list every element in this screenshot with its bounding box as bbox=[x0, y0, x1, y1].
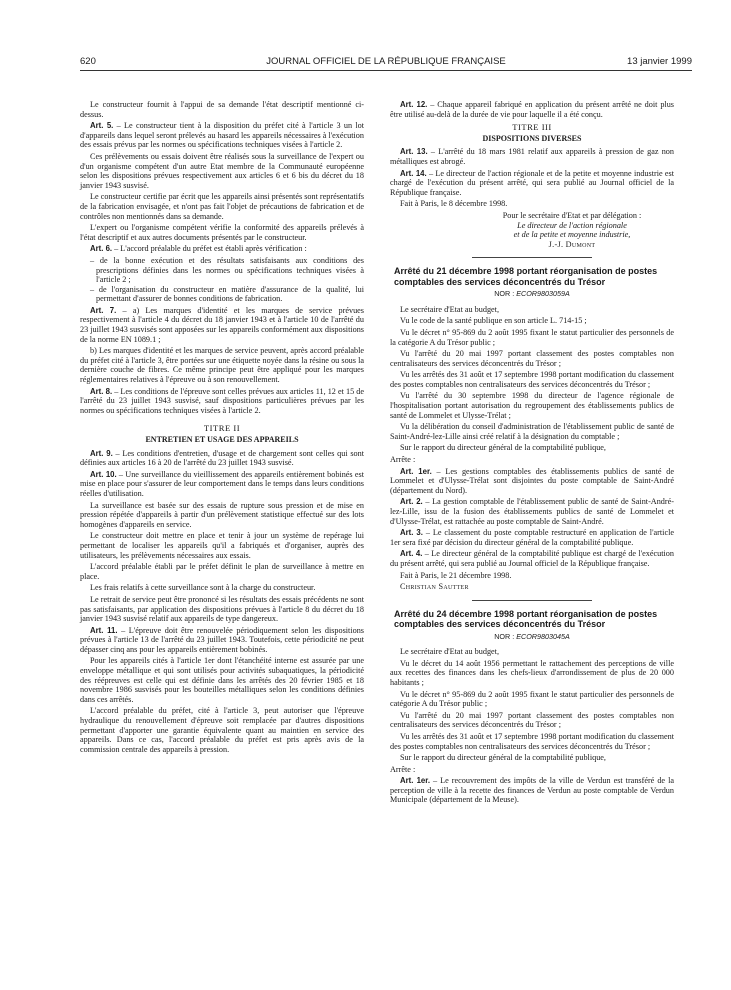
signature-block bbox=[470, 211, 674, 249]
article-text: – Le constructeur tient à la disposition du préfet cité à l'article 3 un lot d'appareils dans lequel seront prélevés au hasard les appareils nécessaires à l'exécution des essais prévus par les normes ou spécifications techniques visées à l'article 2. bbox=[80, 121, 364, 150]
article-1 bbox=[390, 467, 674, 496]
titre-subheading: ENTRETIEN ET USAGE DES APPAREILS bbox=[145, 435, 299, 444]
section-separator bbox=[472, 600, 592, 601]
paragraph: Vu le code de la santé publique en son article L. 714-15 ; bbox=[400, 316, 587, 326]
article-4 bbox=[390, 549, 674, 568]
article-label: Art. 5. bbox=[90, 121, 114, 131]
paragraph: Vu les arrêtés des 31 août et 17 septembre 1998 portant modification du classement des postes comptables non centralisateurs des services déconcentrés du Trésor ; bbox=[390, 731, 674, 751]
article-label: Art. 10. bbox=[90, 469, 117, 479]
article-3 bbox=[390, 528, 674, 547]
article-5 bbox=[80, 121, 364, 150]
signature-line: et de la petite et moyenne industrie, bbox=[513, 230, 631, 240]
paragraph: b) Les marques d'identité et les marques de service peuvent, après accord préalable du préfet cité à l'article 3, être portées sur une étiquette noyée dans la résine ou sous la dernière couche de fibres. Ce même principe peut être appliqué pour les marques réglementaires relatives à l'épreuve ou à son renouvellement. bbox=[80, 346, 364, 385]
article-text: – L'épreuve doit être renouvelée périodiquement selon les dispositions prévues à l'article 13 de l'arrêté du 23 juillet 1943. Toutefois, cette périodicité ne peut dépasser cinq ans pour les appareils entièrement bobinés. bbox=[80, 625, 364, 654]
left-column bbox=[80, 100, 364, 756]
paragraph: Le secrétaire d'Etat au budget, bbox=[400, 304, 499, 314]
nor-label: NOR : bbox=[494, 289, 517, 299]
paragraph: L'accord préalable du préfet, cité à l'article 3, peut autoriser que l'épreuve hydraulique du renouvellement d'épreuve soit remplacée par d'autres dispositions permettant d'apporter une garantie équivalente quant au maintien en service des appareils. Dans ce cas, l'accord préalable du préfet est pris après avis de la commission centrale des appareils à pression. bbox=[80, 706, 364, 754]
paragraph: La surveillance est basée sur des essais de rupture sous pression et de mise en pression répétée d'appareils à partir d'un prélèvement statistique effectué sur des lots homogènes d'appareils en service. bbox=[80, 500, 364, 529]
article-label: Art. 13. bbox=[400, 147, 428, 157]
article-text: – L'arrêté du 18 mars 1981 relatif aux appareils à pression de gaz non métalliques est abrogé. bbox=[390, 147, 674, 166]
signature-line: Pour le secrétaire d'Etat et par délégation : bbox=[502, 210, 642, 220]
article-text: – Les gestions comptables des établissements publics de santé de Lommelet et d'Ulysse-Trélat sont disjointes du poste comptable de Saint-André (département du Nord). bbox=[390, 466, 674, 495]
titre-subheading: DISPOSITIONS DIVERSES bbox=[482, 133, 582, 143]
nor-code: ECOR9803045A bbox=[516, 631, 570, 641]
article-label: Art. 9. bbox=[90, 448, 113, 458]
article-2 bbox=[390, 497, 674, 526]
signatory-name: Christian Sautter bbox=[400, 582, 469, 592]
paragraph: Pour les appareils cités à l'article 1er dont l'étanchéité interne est assurée par une enveloppe métallique et qui sont utilisés pour activités subaquatiques, la périodicité des réépreuves est celle qui est définie dans les arrêtés des 20 février 1985 et 18 novembre 1986 susvisés pour les bouteilles métalliques selon les conditions définies dans ces arrêtés. bbox=[80, 656, 364, 704]
nor-reference bbox=[390, 289, 674, 299]
section-separator bbox=[472, 257, 592, 258]
running-header bbox=[80, 56, 692, 70]
nor-code: ECOR9803059A bbox=[516, 289, 570, 299]
paragraph: Le secrétaire d'Etat au budget, bbox=[400, 647, 499, 657]
article-label: Art. 12. bbox=[400, 100, 428, 109]
paragraph: Vu les arrêtés des 31 août et 17 septembre 1998 portant modification du classement des postes comptables non centralisateurs des services déconcentrés du Trésor ; bbox=[390, 370, 674, 389]
right-column bbox=[390, 100, 674, 807]
nor-reference bbox=[390, 632, 674, 642]
paragraph: Le constructeur doit mettre en place et tenir à jour un système de repérage lui permettant de localiser les appareils qu'il a fabriqués et d'organiser, auprès des utilisateurs, les prélèvements nécessaires aux essais. bbox=[80, 531, 364, 560]
article-text: – Le classement du poste comptable restructuré en application de l'article 1er sera fixé par décision du directeur général de la comptabilité publique. bbox=[390, 528, 674, 547]
nor-label: NOR : bbox=[494, 631, 517, 641]
list-item: – de l'organisation du constructeur en matière d'assurance de la qualité, lui permettant d'assurer de bonnes conditions de fabrication. bbox=[90, 284, 364, 304]
paragraph: Vu la délibération du conseil d'administration de l'établissement public de santé de Saint-André-lez-Lille ainsi créé relatif à la désignation du comptable ; bbox=[390, 422, 674, 441]
list-item: – de la bonne exécution et des résultats satisfaisants aux conditions des prescriptions définies dans les normes ou spécifications techniques visées à l'article 2 ; bbox=[90, 255, 364, 285]
issue-date: 13 janvier 1999 bbox=[627, 56, 692, 67]
article-10 bbox=[80, 470, 364, 499]
paragraph: Le constructeur fournit à l'appui de sa demande l'état descriptif mentionné ci-dessus. bbox=[80, 100, 364, 119]
paragraph: Sur le rapport du directeur général de la comptabilité publique, bbox=[400, 753, 606, 763]
article-label: Art. 11. bbox=[90, 625, 118, 635]
arrete-word: Arrête : bbox=[390, 455, 416, 465]
titre-heading: TITRE II bbox=[203, 423, 241, 434]
paragraph: Vu l'arrêté du 30 septembre 1998 du directeur de l'agence régionale de l'hospitalisation portant autorisation du regroupement des établissements publics de santé de Lommelet et Ulysse-Trélat ; bbox=[390, 391, 674, 420]
article-text: – a) Les marques d'identité et les marques de service prévues respectivement à l'article 4 du décret du 18 janvier 1943 et à l'article 10 de l'arrêté du 23 juillet 1943 susvisés sont apposées sur les appareils conformément aux dispositions de la norme EN 1089.1 ; bbox=[80, 305, 364, 344]
article-13 bbox=[390, 147, 674, 166]
paragraph: Vu l'arrêté du 20 mai 1997 portant classement des postes comptables non centralisateurs des services déconcentrés du Trésor ; bbox=[390, 710, 674, 730]
article-label: Art. 2. bbox=[400, 497, 423, 507]
signatory-name: J.-J. Dumont bbox=[548, 239, 596, 249]
arrete-word: Arrête : bbox=[390, 764, 416, 774]
article-12 bbox=[390, 100, 674, 119]
paragraph: Le constructeur certifie par écrit que les appareils ainsi présentés sont représentatifs de la fabrication envisagée, et n'ont pas fait l'objet de précautions de fabrication et de contrôles non mentionnés dans sa demande. bbox=[80, 192, 364, 221]
journal-title: JOURNAL OFFICIEL DE LA RÉPUBLIQUE FRANÇAISE bbox=[266, 56, 506, 67]
paragraph: Ces prélèvements ou essais doivent être réalisés sous la surveillance de l'expert ou d'un organisme compétent d'un autre Etat membre de la Communauté européenne selon les dispositions prévues respectivement aux articles 6 et 6 bis du décret du 18 janvier 1943 susvisé. bbox=[80, 151, 364, 190]
titre-heading: TITRE III bbox=[512, 122, 552, 133]
article-label: Art. 3. bbox=[400, 528, 423, 538]
paragraph: L'accord préalable établi par le préfet définit le plan de surveillance à mettre en place. bbox=[80, 562, 364, 581]
article-14 bbox=[390, 169, 674, 198]
article-8 bbox=[80, 387, 364, 416]
arrete-title: Arrêté du 24 décembre 1998 portant réorganisation de postes comptables des services déconcentrés du Trésor bbox=[394, 608, 658, 630]
page-number: 620 bbox=[80, 56, 96, 67]
header-rule bbox=[80, 70, 692, 71]
article-text: – Les conditions de l'épreuve sont celles prévues aux articles 11, 12 et 15 de l'arrêté du 23 juillet 1943 susvisé, sauf dispositions particulières prévues par les normes ou spécifications techniques visées à l'article 2. bbox=[80, 386, 364, 415]
paragraph: Les frais relatifs à cette surveillance sont à la charge du constructeur. bbox=[90, 583, 316, 593]
article-text: – Le directeur de l'action régionale et de la petite et moyenne industrie est chargé de l'exécution du présent arrêté, qui sera publié au Journal officiel de la République française. bbox=[390, 168, 674, 197]
article-text: – La gestion comptable de l'établissement public de santé de Saint-André-lez-Lille, issu de la fusion des établissements publics de santé de Lommelet et d'Ulysse-Trélat, est rattachée au poste comptable de Saint-André. bbox=[390, 497, 674, 526]
article-label: Art. 4. bbox=[400, 549, 423, 559]
article-text: – Le recouvrement des impôts de la ville de Verdun est transféré de la perception de ville à la recette des finances de Verdun au poste comptable de Verdun Municipale (département de la Meuse). bbox=[390, 776, 674, 805]
article-label: Art. 6. bbox=[90, 244, 113, 254]
article-7 bbox=[80, 306, 364, 344]
paragraph: Vu l'arrêté du 20 mai 1997 portant classement des postes comptables non centralisateurs des services déconcentrés du Trésor ; bbox=[390, 349, 674, 368]
signature-line: Le directeur de l'action régionale bbox=[517, 220, 627, 230]
article-6-list bbox=[80, 256, 364, 304]
article-label: Art. 1er. bbox=[400, 466, 432, 476]
article-text: – Une surveillance du vieillissement des appareils entièrement bobinés est mise en place pour s'assurer de leur comportement dans le temps dans leurs conditions réelles d'utilisation. bbox=[80, 469, 364, 498]
article-label: Art. 14. bbox=[400, 168, 427, 178]
article-text: – Chaque appareil fabriqué en application du présent arrêté ne doit plus être utilisé au-delà de la durée de vie pour laquelle il a été conçu. bbox=[390, 100, 674, 119]
paragraph: Sur le rapport du directeur général de la comptabilité publique, bbox=[400, 443, 606, 453]
paragraph: Vu le décret du 14 août 1956 permettant le rattachement des perceptions de ville aux recettes des finances dans les chefs-lieux d'arrondissement de plus de 20 000 habitants ; bbox=[390, 658, 674, 687]
article-11 bbox=[80, 626, 364, 655]
article-text: – Le directeur général de la comptabilité publique est chargé de l'exécution du présent arrêté, qui sera publié au Journal officiel de la République française. bbox=[390, 549, 674, 568]
article-6 bbox=[80, 244, 364, 254]
paragraph: Vu le décret n° 95-869 du 2 août 1995 fixant le statut particulier des personnels de catégorie A du Trésor public ; bbox=[390, 689, 674, 709]
fait-a-paris: Fait à Paris, le 21 décembre 1998. bbox=[400, 570, 512, 580]
article-1 bbox=[390, 776, 674, 805]
arrete-title: Arrêté du 21 décembre 1998 portant réorganisation de postes comptables des services déconcentrés du Trésor bbox=[394, 266, 658, 287]
paragraph: L'expert ou l'organisme compétent vérifie la conformité des appareils prélevés à l'état descriptif et aux autres documents présentés par le constructeur. bbox=[80, 223, 364, 242]
article-text: – L'accord préalable du préfet est établi après vérification : bbox=[112, 244, 307, 254]
fait-a-paris: Fait à Paris, le 8 décembre 1998. bbox=[400, 199, 508, 209]
article-text: – Les conditions d'entretien, d'usage et de chargement sont celles qui sont définies aux articles 16 à 20 de l'arrêté du 23 juillet 1943 susvisé. bbox=[80, 448, 364, 468]
article-label: Art. 8. bbox=[90, 386, 113, 396]
article-9 bbox=[80, 449, 364, 468]
article-label: Art. 1er. bbox=[400, 776, 431, 786]
article-label: Art. 7. bbox=[90, 305, 117, 315]
paragraph: Le retrait de service peut être prononcé si les résultats des essais précédents ne sont pas satisfaisants, par application des dispositions prévues à l'article 8 du décret du 18 janvier 1943 susvisé relatif aux appareils de type dangereux. bbox=[80, 594, 364, 624]
paragraph: Vu le décret n° 95-869 du 2 août 1995 fixant le statut particulier des personnels de la catégorie A du Trésor public ; bbox=[390, 327, 674, 347]
